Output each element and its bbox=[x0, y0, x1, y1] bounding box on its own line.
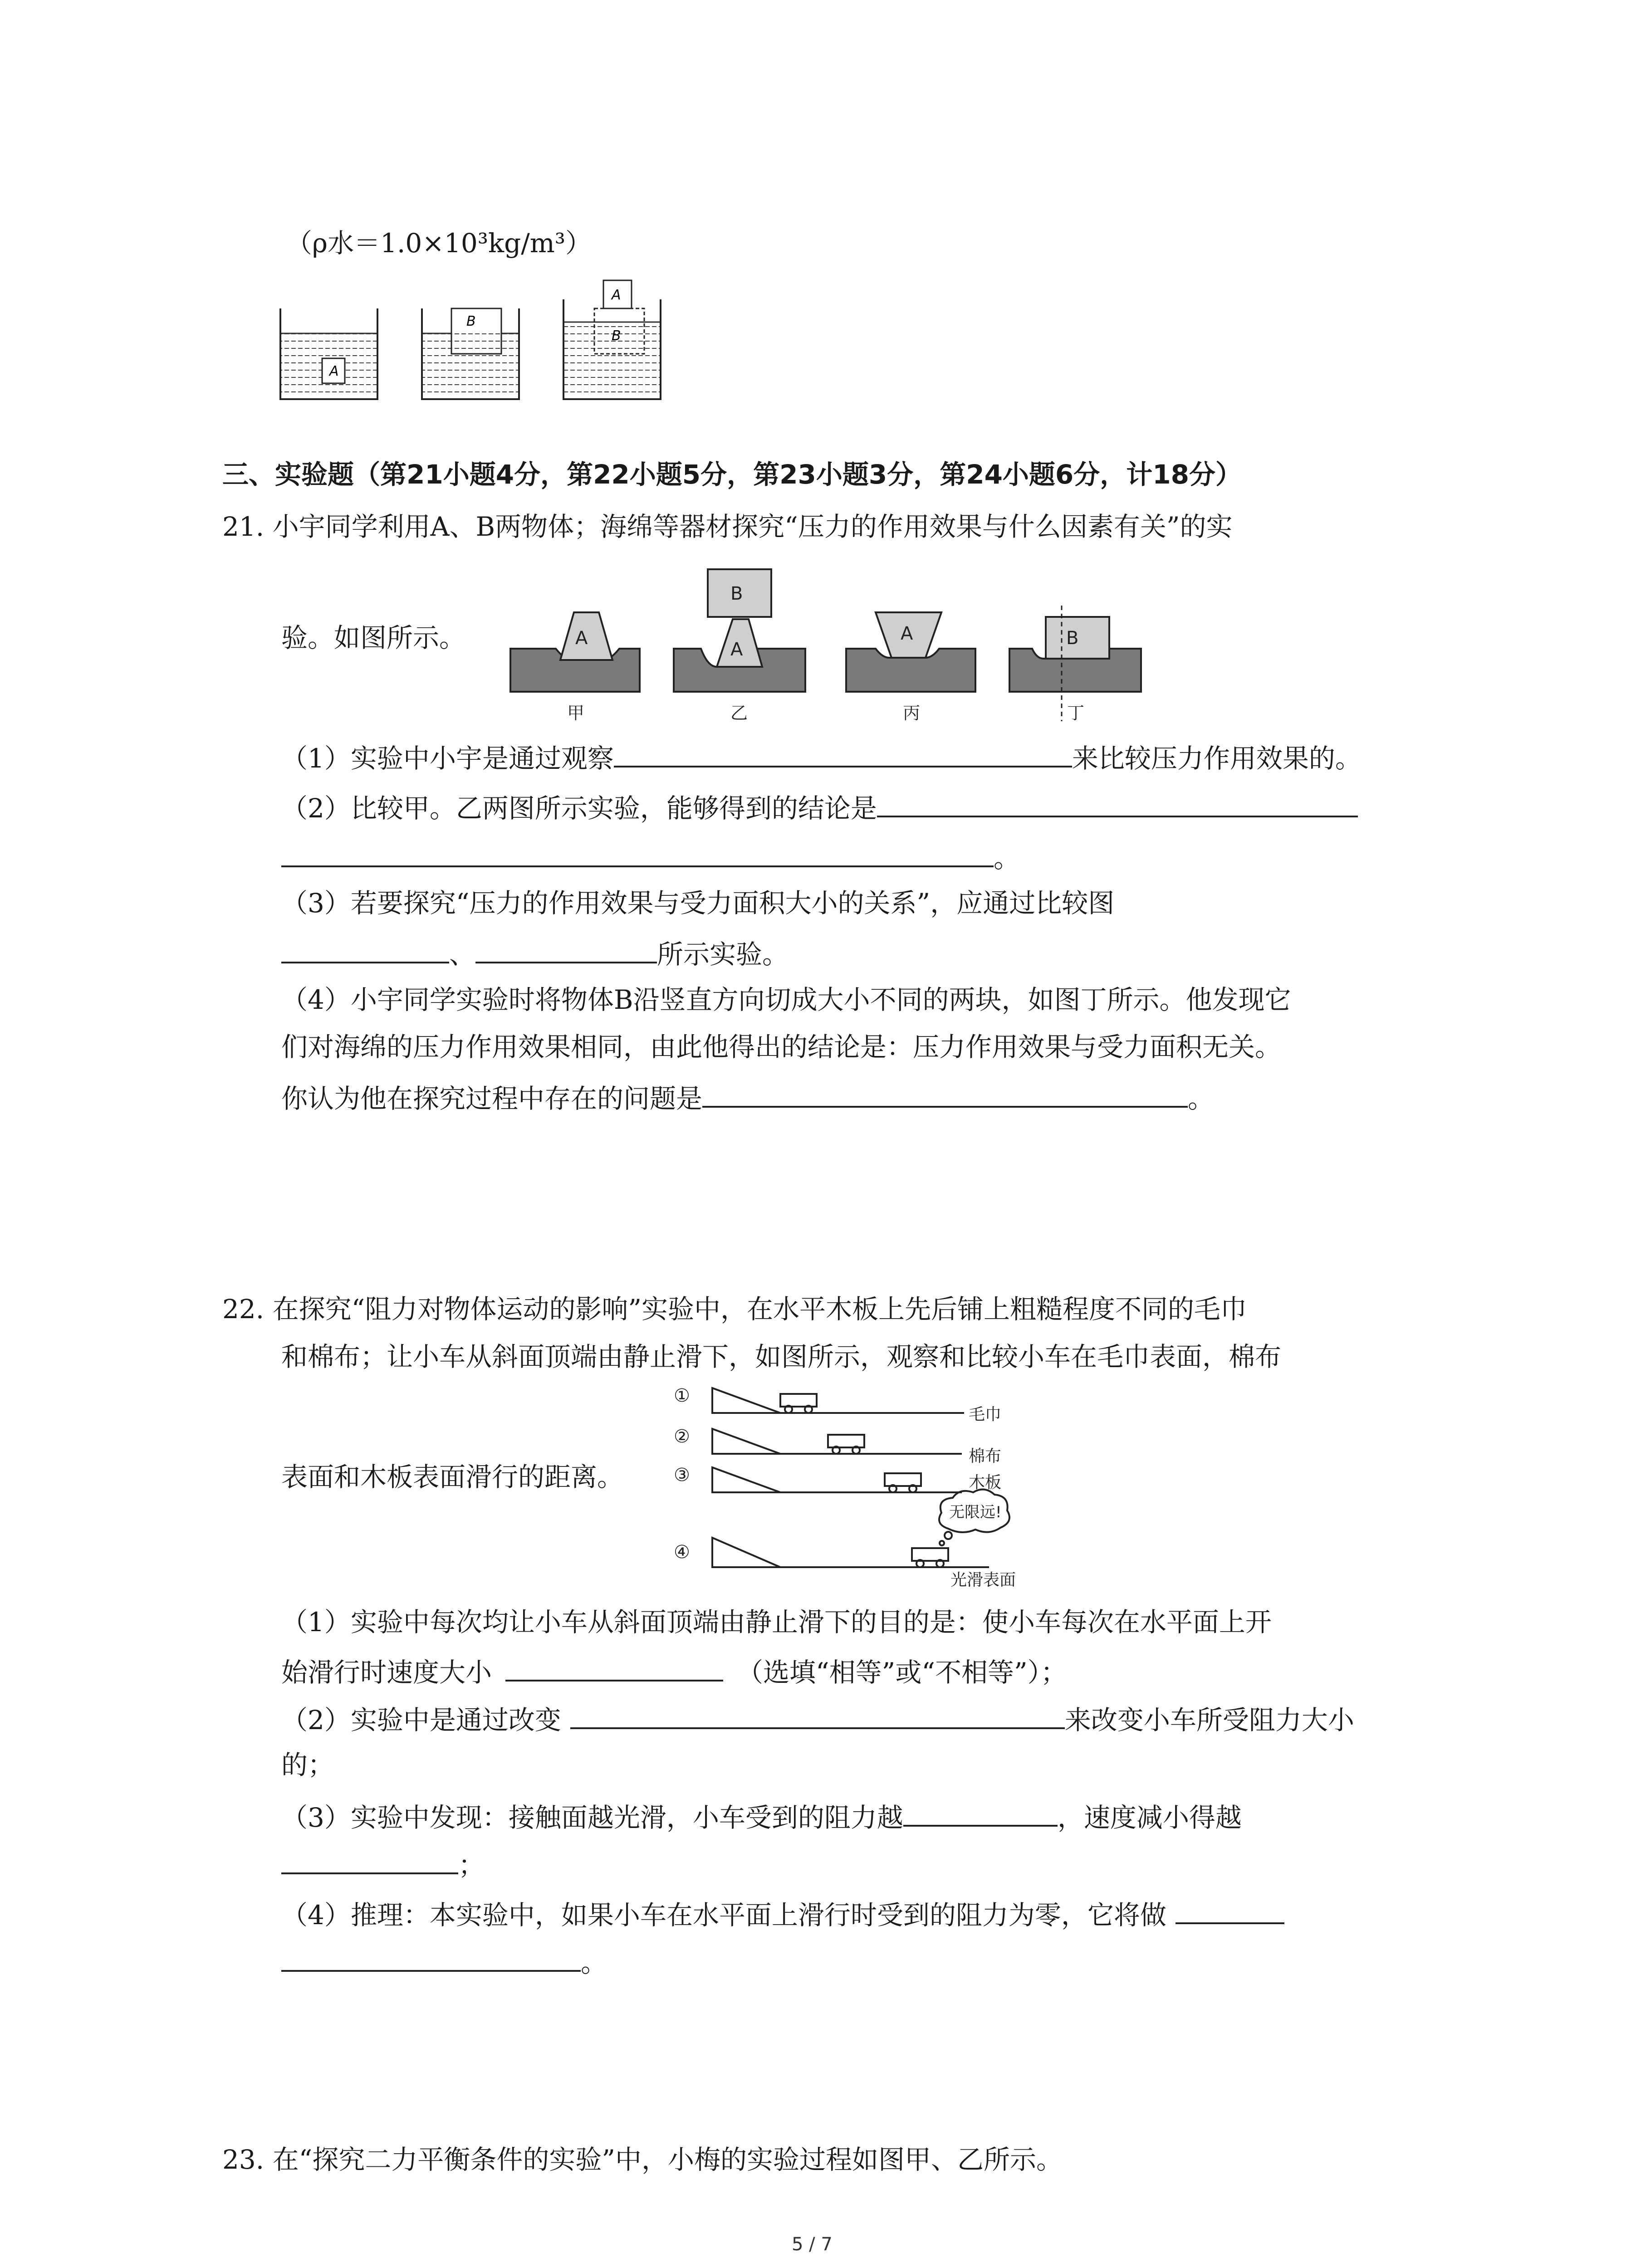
q21-p2-cont bbox=[281, 839, 1020, 875]
ramp-figure bbox=[671, 1379, 1080, 1597]
q23-line-1: 23. 在“探究二力平衡条件的实验”中，小梅的实验过程如图甲、乙所示。 bbox=[222, 2144, 1063, 2175]
q22-p4-end: 。 bbox=[581, 1947, 607, 1978]
q21-p3-line1: （3）若要探究“压力的作用效果与受力面积大小的关系”，应通过比较图 bbox=[281, 888, 1115, 919]
q22-p2-line2: 的； bbox=[281, 1750, 334, 1780]
q22-p1-text: 始滑行时速度大小 bbox=[281, 1657, 492, 1688]
page-number: 5 / 7 bbox=[792, 2234, 833, 2255]
q22-p2 bbox=[281, 1701, 1354, 1736]
q21-p1-text-after: 来比较压力作用效果的。 bbox=[1072, 743, 1362, 774]
q22-p3-end: ； bbox=[458, 1850, 485, 1881]
q21-line-1: 21. 小宇同学利用A、B两物体；海绵等器材探究“压力的作用效果与什么因素有关”的实 bbox=[222, 511, 1233, 542]
label-a-yi: A bbox=[730, 639, 743, 660]
section-3-heading: 三、实验题（第21小题4分，第22小题5分，第23小题3分，第24小题6分，计18分） bbox=[222, 459, 1242, 490]
q22-p1-line2 bbox=[281, 1653, 1067, 1689]
q22-line-2: 和棉布；让小车从斜面顶端由静止滑下，如图所示，观察和比较小车在毛巾表面，棉布 bbox=[281, 1341, 1282, 1372]
q22-p2-blank[interactable] bbox=[570, 1701, 1065, 1729]
marker-3: ③ bbox=[674, 1465, 690, 1486]
q21-p3-after: 所示实验。 bbox=[657, 939, 789, 970]
surface-smooth: 光滑表面 bbox=[950, 1571, 1016, 1589]
block-b-label-3: B bbox=[612, 328, 621, 344]
q22-line-3: 表面和木板表面滑行的距离。 bbox=[281, 1461, 624, 1492]
block-b-label-2: B bbox=[466, 313, 476, 329]
q22-p3-line2 bbox=[281, 1846, 485, 1882]
q22-p2-after: 来改变小车所受阻力大小 bbox=[1064, 1705, 1354, 1735]
q22-p4-text: （4）推理：本实验中，如果小车在水平面上滑行时受到的阻力为零，它将做 bbox=[281, 1900, 1166, 1931]
caption-bing: 丙 bbox=[903, 703, 921, 723]
q21-p4-text: 你认为他在探究过程中存在的问题是 bbox=[281, 1083, 703, 1114]
caption-ding: 丁 bbox=[1067, 703, 1085, 723]
q22-p4 bbox=[281, 1896, 1284, 1931]
q21-p3-sep: 、 bbox=[449, 939, 476, 970]
q22-p3-blank-2[interactable] bbox=[281, 1846, 458, 1874]
q21-p2 bbox=[281, 789, 1358, 825]
q21-p3-blank-2[interactable] bbox=[475, 935, 657, 963]
caption-jia: 甲 bbox=[567, 703, 585, 723]
block-a-label-3: A bbox=[612, 287, 621, 303]
q22-p3-text: （3）实验中发现：接触面越光滑，小车受到的阻力越 bbox=[281, 1802, 903, 1833]
q21-p4-line1: （4）小宇同学实验时将物体B沿竖直方向切成大小不同的两块，如图丁所示。他发现它 bbox=[281, 984, 1291, 1015]
label-a-bing: A bbox=[901, 623, 913, 644]
q22-p4-blank-2[interactable] bbox=[281, 1944, 581, 1972]
q21-line-2: 验。如图所示。 bbox=[281, 622, 466, 653]
q21-p3-blank-1[interactable] bbox=[281, 935, 449, 963]
label-b-ding: B bbox=[1066, 628, 1079, 649]
density-note: （ρ水＝1.0×10³kg/m³） bbox=[286, 228, 592, 259]
beaker-figure bbox=[277, 272, 676, 404]
q22-p3-mid: ，速度减小得越 bbox=[1057, 1802, 1242, 1833]
q22-p1-blank[interactable] bbox=[505, 1653, 723, 1681]
label-a-jia: A bbox=[575, 628, 588, 649]
q21-p4-end: 。 bbox=[1188, 1083, 1215, 1114]
q21-p4-line2: 们对海绵的压力作用效果相同，由此他得出的结论是：压力作用效果与受力面积无关。 bbox=[281, 1031, 1282, 1062]
q21-p2-end: 。 bbox=[994, 843, 1020, 874]
q21-p4-line3 bbox=[281, 1080, 1214, 1115]
q21-p3-line2 bbox=[281, 935, 789, 971]
q22-p2-text: （2）实验中是通过改变 bbox=[281, 1705, 561, 1735]
label-b-yi: B bbox=[730, 583, 743, 604]
surface-towel: 毛巾 bbox=[969, 1405, 1002, 1424]
q21-p1-text: （1）实验中小宇是通过观察 bbox=[281, 743, 614, 774]
marker-2: ② bbox=[674, 1426, 690, 1447]
q22-p4-blank-1[interactable] bbox=[1176, 1896, 1284, 1924]
q22-p3 bbox=[281, 1799, 1242, 1834]
marker-4: ④ bbox=[674, 1542, 690, 1563]
beaker-3 bbox=[563, 280, 661, 399]
q21-p1 bbox=[281, 739, 1362, 775]
block-a-label-1: A bbox=[329, 363, 339, 379]
q21-p2-blank-2[interactable] bbox=[281, 839, 994, 867]
q22-line-1: 22. 在探究“阻力对物体运动的影响”实验中，在水平木板上先后铺上粗糙程度不同的毛巾 bbox=[222, 1294, 1247, 1325]
surface-wood: 木板 bbox=[969, 1473, 1002, 1492]
q21-p1-blank[interactable] bbox=[614, 739, 1072, 767]
caption-yi: 乙 bbox=[730, 703, 748, 723]
marker-1: ① bbox=[674, 1385, 690, 1406]
q21-p4-blank[interactable] bbox=[702, 1080, 1188, 1108]
q22-p3-blank-1[interactable] bbox=[903, 1799, 1058, 1827]
q21-p2-text: （2）比较甲。乙两图所示实验，能够得到的结论是 bbox=[281, 793, 877, 824]
q22-p1-line1: （1）实验中每次均让小车从斜面顶端由静止滑下的目的是：使小车每次在水平面上开 bbox=[281, 1607, 1272, 1637]
surface-cotton: 棉布 bbox=[969, 1447, 1002, 1466]
beaker-2 bbox=[422, 308, 519, 399]
q21-p2-blank-1[interactable] bbox=[877, 789, 1358, 817]
q22-p4-line2 bbox=[281, 1944, 607, 1979]
beaker-1 bbox=[280, 308, 377, 399]
cloud-text: 无限远! bbox=[949, 1503, 1002, 1521]
q22-p1-after: （选填“相等”或“不相等”）； bbox=[737, 1657, 1067, 1688]
sponge-figure bbox=[508, 562, 1152, 726]
